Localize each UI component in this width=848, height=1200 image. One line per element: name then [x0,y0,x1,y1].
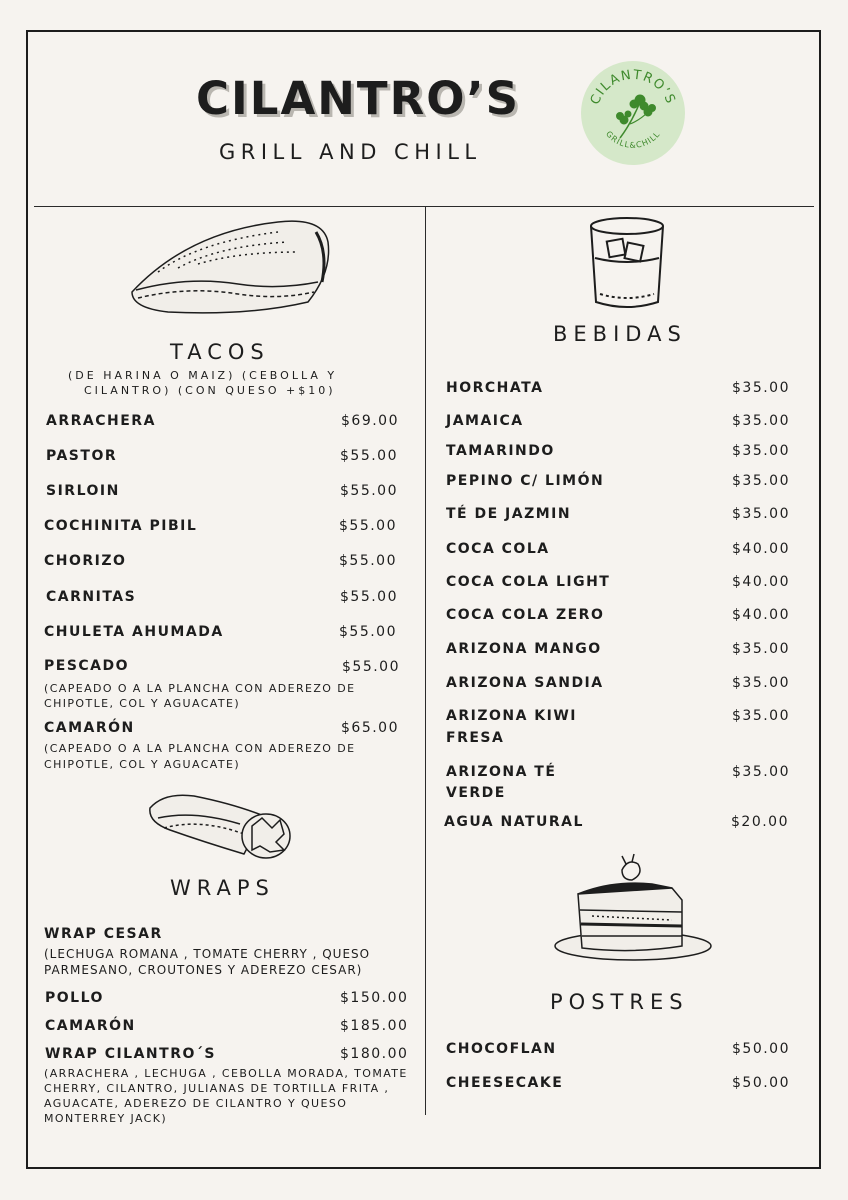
drink-item-name: PEPINO C/ LIMÓN [446,473,605,489]
taco-illustration-icon [128,212,334,324]
drink-item-name: TAMARINDO [446,443,555,459]
drink-item-name: JAMAICA [446,413,524,429]
drink-item-name: COCA COLA [446,541,550,557]
taco-item-price: $55.00 [339,518,397,534]
drink-item-price: $35.00 [732,473,790,489]
drink-item-price: $40.00 [732,541,790,557]
taco-item-name: PASTOR [46,448,118,464]
wrap-item-name: WRAP CILANTRO´S [45,1046,216,1062]
taco-item-name: ARRACHERA [46,413,156,429]
taco-item-name: CARNITAS [46,589,137,605]
drink-item-price: $35.00 [732,641,790,657]
drink-item-name: COCA COLA LIGHT [446,574,611,590]
drink-item-price: $35.00 [732,506,790,522]
drink-item-name: TÉ DE JAZMIN [446,506,572,522]
drink-item-name-line2: FRESA [446,730,505,746]
drink-item-name: COCA COLA ZERO [446,607,605,623]
drink-item-price: $35.00 [732,764,790,780]
taco-item-desc: CHIPOTLE, COL Y AGUACATE) [44,758,241,771]
logo-text-bottom: GRILL&CHILL [604,129,662,150]
drink-item-price: $35.00 [732,380,790,396]
restaurant-title: CILANTRO’S [196,72,521,125]
taco-item-price: $55.00 [339,553,397,569]
wrap-item-desc: (LECHUGA ROMANA , TOMATE CHERRY , QUESO [44,947,371,961]
wrap-item-price: $180.00 [340,1046,409,1062]
restaurant-subtitle: GRILL AND CHILL [219,140,482,164]
tacos-note-line2: CILANTRO) (CON QUESO +$10) [84,384,336,397]
wrap-item-name: WRAP CESAR [44,926,163,942]
wrap-item-desc: MONTERREY JACK) [44,1112,168,1125]
drink-item-name: ARIZONA SANDIA [446,675,604,691]
taco-item-price: $65.00 [341,720,399,736]
wrap-item-desc: (ARRACHERA , LECHUGA , CEBOLLA MORADA, TOMATE [44,1067,408,1080]
cake-illustration-icon [552,850,714,970]
drink-item-price: $40.00 [732,607,790,623]
taco-item-desc: (CAPEADO O A LA PLANCHA CON ADEREZO DE [44,742,356,755]
wrap-item-desc: CHERRY, CILANTRO, JULIANAS DE TORTILLA FRITA , [44,1082,390,1095]
drink-item-price: $20.00 [731,814,789,830]
drink-item-price: $35.00 [732,675,790,691]
wrap-item-price: $150.00 [340,990,409,1006]
header-divider [34,206,814,207]
wrap-item-name: POLLO [45,990,104,1006]
menu-frame [26,30,821,1169]
bebidas-heading: BEBIDAS [553,322,687,346]
logo-text-top: CILANTRO’S [587,67,679,107]
dessert-item-price: $50.00 [732,1075,790,1091]
taco-item-price: $55.00 [340,483,398,499]
wrap-item-name: CAMARÓN [45,1018,136,1034]
taco-item-desc: CHIPOTLE, COL Y AGUACATE) [44,697,241,710]
wrap-illustration-icon [144,788,296,866]
taco-item-name: CHULETA AHUMADA [44,624,224,640]
taco-item-name: CHORIZO [44,553,127,569]
drink-item-price: $35.00 [732,443,790,459]
drink-item-name-line2: VERDE [446,785,506,801]
taco-item-desc: (CAPEADO O A LA PLANCHA CON ADEREZO DE [44,682,356,695]
drink-item-name: ARIZONA TÉ [446,764,557,780]
taco-item-name: COCHINITA PIBIL [44,518,198,534]
dessert-item-price: $50.00 [732,1041,790,1057]
drink-glass-illustration-icon [586,214,668,314]
taco-item-price: $55.00 [339,624,397,640]
taco-item-name: PESCADO [44,658,130,674]
wrap-item-price: $185.00 [340,1018,409,1034]
drink-item-name: HORCHATA [446,380,544,396]
drink-item-price: $35.00 [732,708,790,724]
drink-item-name: AGUA NATURAL [444,814,584,830]
dessert-item-name: CHOCOFLAN [446,1041,557,1057]
tacos-note-line1: (DE HARINA O MAIZ) (CEBOLLA Y [68,369,338,382]
taco-item-name: CAMARÓN [44,720,135,736]
wrap-item-desc: AGUACATE, ADEREZO DE CILANTRO Y QUESO [44,1097,348,1110]
taco-item-price: $55.00 [340,448,398,464]
postres-heading: POSTRES [550,990,689,1014]
dessert-item-name: CHEESECAKE [446,1075,564,1091]
drink-item-price: $40.00 [732,574,790,590]
cilantro-logo-icon [580,60,686,166]
taco-item-price: $69.00 [341,413,399,429]
taco-item-name: SIRLOIN [46,483,120,499]
tacos-heading: TACOS [170,340,270,364]
taco-item-price: $55.00 [342,659,400,675]
drink-item-name: ARIZONA KIWI [446,708,578,724]
drink-item-name: ARIZONA MANGO [446,641,602,657]
drink-item-price: $35.00 [732,413,790,429]
column-divider [425,207,426,1115]
wraps-heading: WRAPS [170,876,275,900]
taco-item-price: $55.00 [340,589,398,605]
wrap-item-desc: PARMESANO, CROUTONES Y ADEREZO CESAR) [44,963,363,977]
